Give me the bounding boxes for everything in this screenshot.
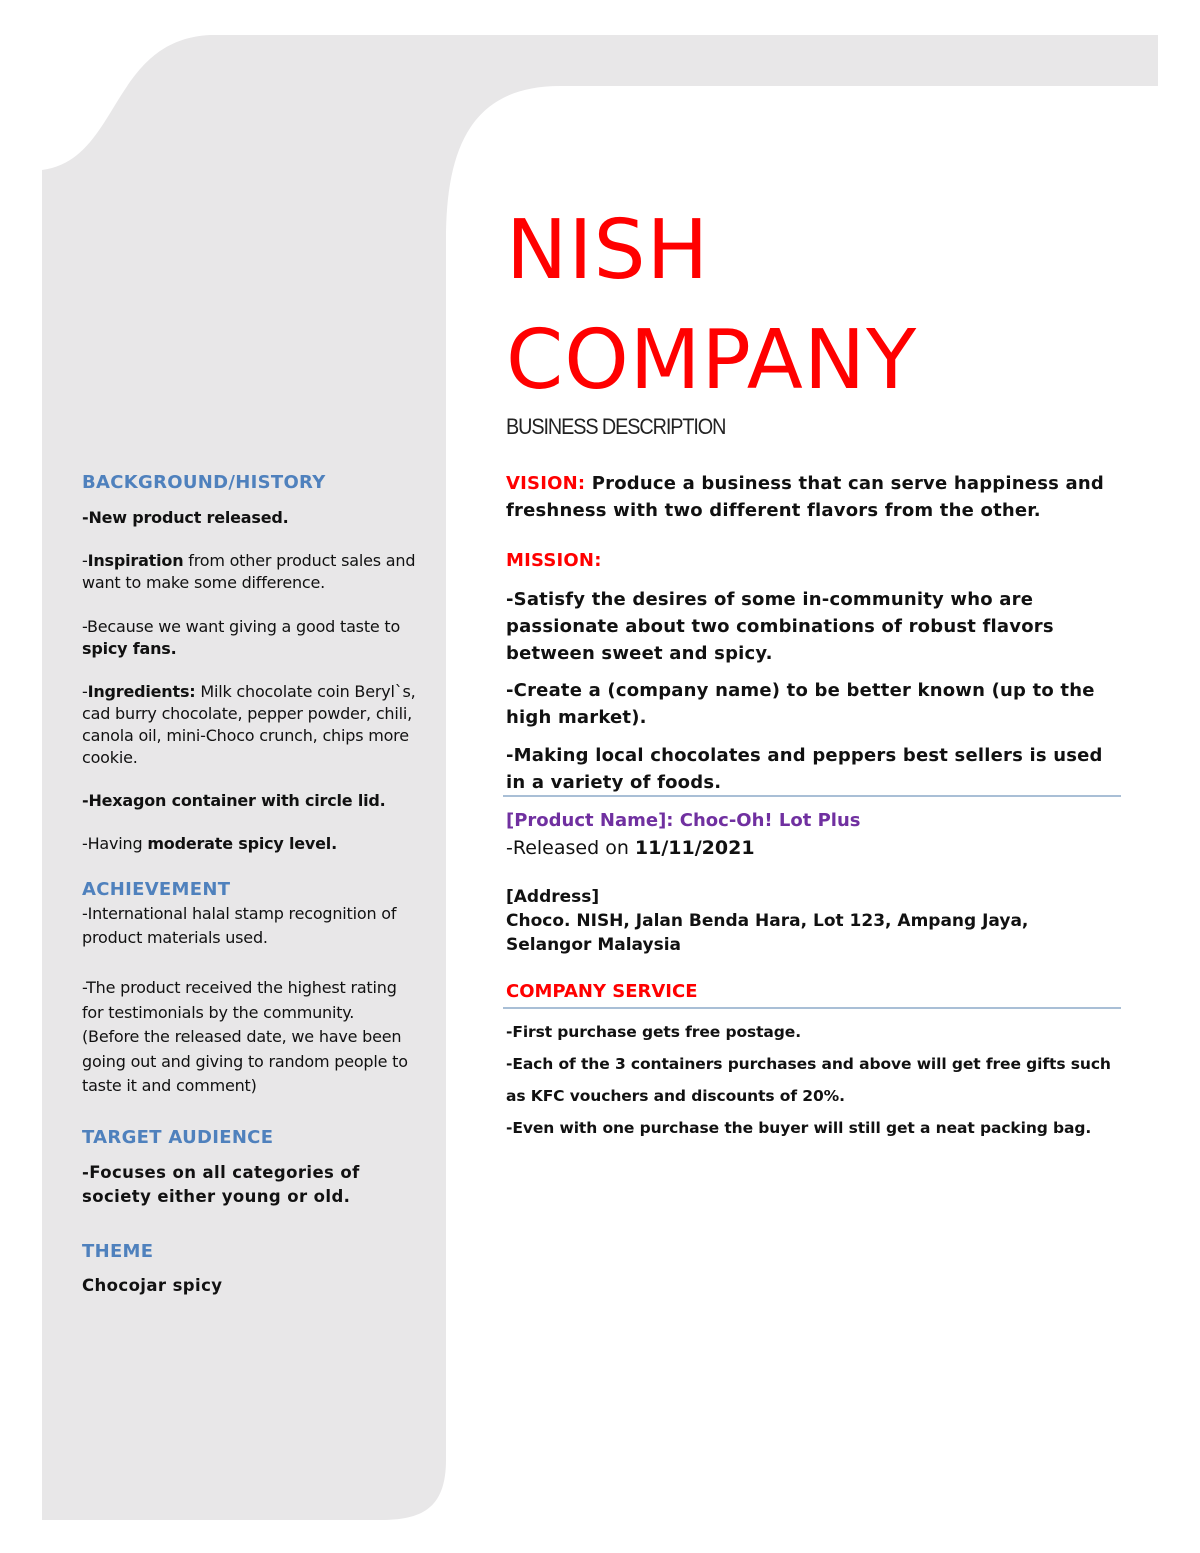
address-block	[506, 885, 1028, 957]
achievement-item: -The product received the highest rating for testimonials by the community.	[82, 978, 397, 1022]
company-title	[506, 196, 917, 416]
achievement-item: -International halal stamp recognition of product materials used.	[82, 904, 397, 947]
service-item: -Each of the 3 containers purchases and above will get free gifts such as KFC vouchers and discounts of 20%.	[506, 1055, 1111, 1105]
bold-term: moderate spicy level.	[147, 834, 337, 853]
theme-text: Chocojar spicy	[82, 1275, 223, 1295]
item-text: Milk chocolate coin Beryl`s, cad burry chocolate, pepper powder, chili, canola oil, mini-Choco crunch, chips more cookie.	[82, 682, 416, 767]
achievement-heading: ACHIEVEMENT	[82, 879, 231, 900]
vision-label: VISION:	[506, 473, 586, 494]
background-item: -New product released.	[82, 508, 289, 527]
mission-item: -Satisfy the desires of some in-community who are passionate about two combinations of robust flavors between sweet and spicy.	[506, 589, 1054, 664]
company-title-line1: NISH	[506, 203, 710, 298]
background-item: -Hexagon container with circle lid.	[82, 791, 386, 810]
background-item	[82, 681, 417, 769]
released-prefix: -Released on	[506, 837, 635, 859]
target-audience-heading: TARGET AUDIENCE	[82, 1126, 274, 1148]
service-item: -First purchase gets free postage.	[506, 1023, 801, 1041]
released-date: 11/11/2021	[634, 837, 755, 859]
address-label: [Address]	[506, 887, 600, 907]
item-text: -Having	[82, 834, 148, 853]
mission-label: MISSION:	[506, 550, 602, 571]
page-subtitle: BUSINESS DESCRIPTION	[506, 414, 726, 439]
mission-item: -Making local chocolates and peppers best sellers is used in a variety of foods.	[506, 745, 1103, 793]
divider	[503, 1007, 1121, 1009]
sidebar	[82, 470, 417, 1297]
service-list	[506, 1016, 1121, 1144]
mission-item: -Create a (company name) to be better known (up to the high market).	[506, 680, 1095, 728]
bold-term: Ingredients:	[87, 682, 196, 701]
item-text: from other product sales and want to make some difference.	[82, 551, 416, 592]
text-prefix: -	[82, 682, 88, 701]
vision-text: Produce a business that can serve happiness and freshness with two different flavors from the other.	[506, 473, 1104, 521]
background-item	[82, 833, 417, 855]
background-item	[82, 616, 417, 660]
bold-term: spicy fans.	[82, 639, 177, 658]
company-title-line2: COMPANY	[506, 313, 918, 408]
vision-paragraph	[506, 470, 1121, 524]
company-service-heading: COMPANY SERVICE	[506, 981, 698, 1002]
address-line: Choco. NISH, Jalan Benda Hara, Lot 123, Ampang Jaya,	[506, 911, 1029, 931]
address-line: Selangor Malaysia	[506, 935, 681, 955]
text-prefix: -	[82, 551, 88, 570]
background-history-heading: BACKGROUND/HISTORY	[82, 472, 326, 493]
background-item	[82, 550, 417, 594]
released-line	[506, 837, 755, 859]
item-text: -Because we want giving a good taste to	[82, 617, 401, 636]
product-name: [Product Name]: Choc-Oh! Lot Plus	[506, 810, 861, 831]
service-item: -Even with one purchase the buyer will still get a neat packing bag.	[506, 1119, 1092, 1137]
theme-heading: THEME	[82, 1240, 154, 1262]
bold-term: Inspiration	[87, 551, 184, 570]
divider	[503, 795, 1121, 797]
achievement-note: (Before the released date, we have been going out and giving to random people to taste it and comment)	[82, 1027, 408, 1095]
target-audience-text: -Focuses on all categories of society either young or old.	[82, 1162, 360, 1206]
